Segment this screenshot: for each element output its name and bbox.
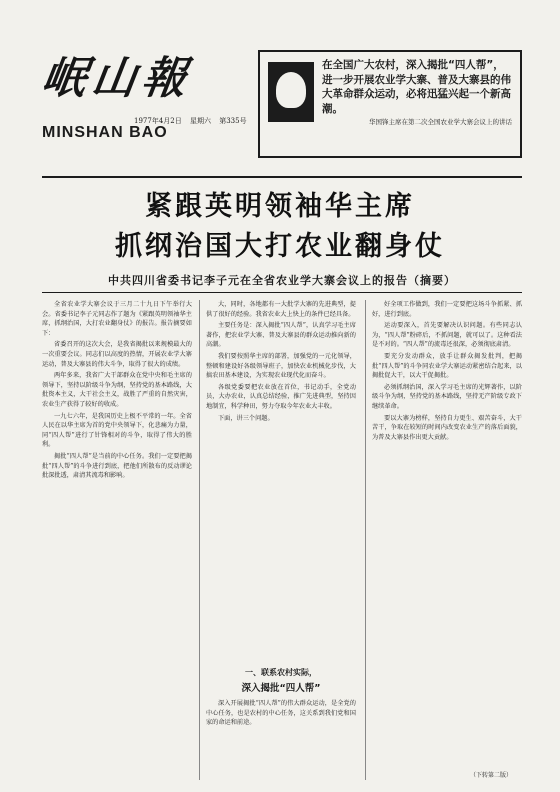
headline-line-1: 紧跟英明领袖华主席 (145, 191, 415, 222)
paragraph: 要以大寨为榜样，坚持自力更生、艰苦奋斗，大干苦干，争取在较短的时间内改变农业生产的落后面貌，为普及大寨县作出更大贡献。 (372, 414, 522, 441)
column-divider (199, 300, 200, 780)
masthead-roman: MINSHAN BAO (42, 124, 168, 141)
section-heading: 一、联系农村实际， (245, 668, 317, 677)
article-column-1 (42, 300, 192, 780)
paragraph: 要充分发动群众，放手让群众揭发批判，把揭批“四人帮”的斗争同农业学大寨运动紧密结合起来，以揭批促大干，以大干促揭批。 (372, 352, 522, 380)
paragraph: 大，同时，各地都有一大批学大寨的先进典型，提供了很好的经验。我省农业大上快上的条件已经具备。 (206, 301, 356, 318)
issue-number: 第335号 (219, 117, 247, 125)
paragraph: 揭批“四人帮”是当前的中心任务。我们一定要把揭批“四人帮”的斗争进行到底，把他们所散布的反动谬论批深批透，肃清其流毒和影响。 (42, 452, 192, 480)
headline-subhead: 中共四川省委书记李子元在全省农业学大寨会议上的报告（摘要） (108, 274, 456, 287)
paragraph: 好全项工作做到，我们一定要把这场斗争抓紧、抓好，进行到底。 (372, 301, 522, 318)
column-divider (365, 300, 366, 780)
continue-note: （下转第二版） (470, 772, 513, 779)
section-text: 深入开展揭批“四人帮”的伟大群众运动，是全党的中心任务，也是农村的中心任务，这关系到我们党和国家的命运和前途。 (206, 700, 356, 727)
article-column-3 (372, 300, 522, 780)
paragraph: 下面，讲三个问题。 (218, 414, 274, 422)
article-column-2 (206, 300, 356, 660)
paragraph: 两年多来，我省广大干部群众在党中央和毛主席的领导下，坚持以阶级斗争为纲，坚持党的基本路线，大批资本主义，大干社会主义，战胜了严重的自然灾害，农业生产获得了较好的收成。 (42, 372, 192, 408)
paragraph: 省委召开的这次大会，是我省揭批以来规模最大的一次重要会议。同志们以高度的热情，开展农业学大寨运动，普及大寨县的伟大斗争，取得了很大的成绩。 (42, 341, 192, 368)
section-block (206, 666, 356, 778)
paragraph: 必须抓纲治国，深入学习毛主席的光辉著作，以阶级斗争为纲，坚持党的基本路线，坚持无产阶级专政下继续革命。 (372, 383, 522, 410)
portrait-badge-icon (268, 62, 314, 122)
paragraph: 各级党委要把农业放在首位，书记动手，全党动员，大办农业，认真总结经验，推广先进典型，坚持因地制宜，科学种田，努力夺取今年农业大丰收。 (206, 383, 356, 410)
section-subheading: 深入揭批“四人帮” (241, 683, 321, 694)
paragraph: 我们要按照华主席的部署，加强党的一元化领导，整顿和建设好各级领导班子，加快农业机械化步伐，大搞农田基本建设，为实现农业现代化而奋斗。 (206, 352, 356, 380)
masthead-rule (42, 176, 522, 178)
issue-date: 1977年4月2日 (134, 117, 182, 125)
quote-box (258, 50, 522, 158)
paragraph: 全省农业学大寨会议于三月二十九日下午举行大会。省委书记李子元同志作了题为《紧跟英明领袖华主席，抓纲治国，大打农业翻身仗》的报告。报告摘要如下： (42, 301, 192, 337)
quote-source: 华国锋主席在第二次全国农业学大寨会议上的讲话 (369, 118, 512, 126)
paragraph: 主要任务是：深入揭批“四人帮”，认真学习毛主席著作，把农业学大寨、普及大寨县的群众运动推向新的高潮。 (206, 322, 356, 349)
masthead-calligraphy: 岷山報 (38, 53, 196, 104)
issue-weekday: 星期六 (189, 117, 211, 125)
headline-rule (42, 292, 522, 293)
quote-text: 在全国广大农村，深入揭批“四人帮”，进一步开展农业学大寨、普及大寨县的伟大革命群众运动，必将迅猛兴起一个新高潮。 (322, 59, 511, 115)
paragraph: 一九七六年，是我国历史上极不平常的一年。全省人民在以华主席为首的党中央领导下，化悲痛为力量，同“四人帮”进行了针锋相对的斗争，取得了伟大的胜利。 (42, 412, 192, 449)
paragraph: 运动要深入，首先要解决认识问题。有些同志认为，“四人帮”粉碎后，不抓问题，就可以了。这种看法是不对的。“四人帮”的流毒还很深，必须彻底肃清。 (372, 322, 522, 349)
headline-line-2: 抓纲治国大打农业翻身仗 (115, 231, 445, 262)
masthead (38, 40, 247, 170)
